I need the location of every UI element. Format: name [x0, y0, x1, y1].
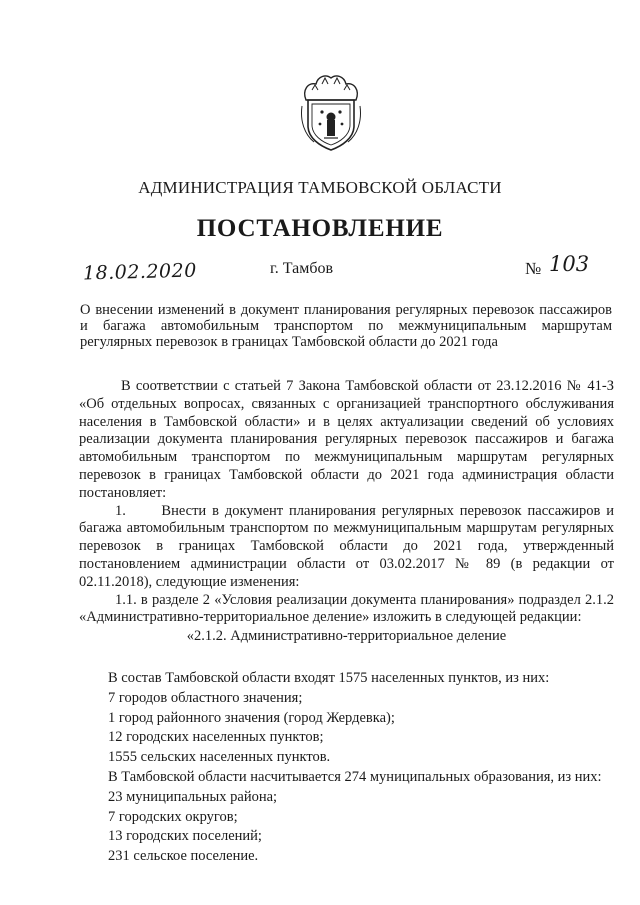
list-item: 1555 сельских населенных пунктов. — [108, 749, 331, 766]
document-number-label: № — [525, 259, 542, 278]
list-item: 13 городских поселений; — [108, 828, 262, 845]
list-item: 1 город районного значения (город Жердевка); — [108, 709, 395, 726]
list-item: 231 сельское поселение. — [108, 848, 259, 865]
document-type-title: ПОСТАНОВЛЕНИЕ — [196, 215, 444, 242]
document-subject: О внесении изменений в документ планирования регулярных перевозок пассажиров и багажа автомобильным транспортом по межмуниципальным маршрутам регулярных перевозок в границах Тамбовской области до 2021 года — [80, 302, 612, 350]
coat-of-arms-icon — [296, 72, 366, 154]
list-item: 12 городских населенных пунктов; — [108, 729, 324, 746]
preamble-paragraph: В соответствии с статьей 7 Закона Тамбовской области от 23.12.2016 № 41-З «Об отдельных вопросах, связанных с организацией транспортного обслуживания населения в Тамбовской области» и в целях актуализации сведений об условиях реализации документа планирования регулярных перевозок пассажиров и багажа автомобильным транспортом по межмуниципальным маршрутам регулярных перевозок в границах Тамбовской области до 2021 года администрация области постановляет: — [79, 378, 614, 501]
list-intro: В Тамбовской области насчитывается 274 муниципальных образования, из них: — [108, 768, 602, 785]
document-number: 103 — [549, 252, 590, 276]
organization-name: АДМИНИСТРАЦИЯ ТАМБОВСКОЙ ОБЛАСТИ — [138, 178, 502, 197]
list-item: 23 муниципальных района; — [108, 788, 278, 805]
item-1-1-paragraph: 1.1. в разделе 2 «Условия реализации документа планирования» подраздел 2.1.2 «Административно-территориальное деление» изложить в следующей редакции: — [79, 591, 614, 626]
list-intro: В состав Тамбовской области входят 1575 населенных пунктов, из них: — [108, 670, 550, 686]
settlements-list — [79, 669, 614, 867]
document-date: 18.02.2020 — [82, 259, 198, 285]
document-city: г. Тамбов — [270, 260, 334, 277]
list-item: 7 городов областного значения; — [108, 689, 303, 706]
list-item: 7 городских округов; — [108, 808, 238, 825]
item-1-paragraph: 1. Внести в документ планирования регулярных перевозок пассажиров и багажа автомобильным транспортом по межмуниципальным маршрутам регулярных перевозок в границах Тамбовской области до 2021 года, утвержденный постановлением администрации области от 03.02.2017 № 89 (в редакции от 02.11.2018), следующие изменения: — [79, 502, 614, 590]
section-heading: «2.1.2. Административно-территориальное деление — [186, 628, 507, 645]
document-body — [79, 378, 614, 646]
